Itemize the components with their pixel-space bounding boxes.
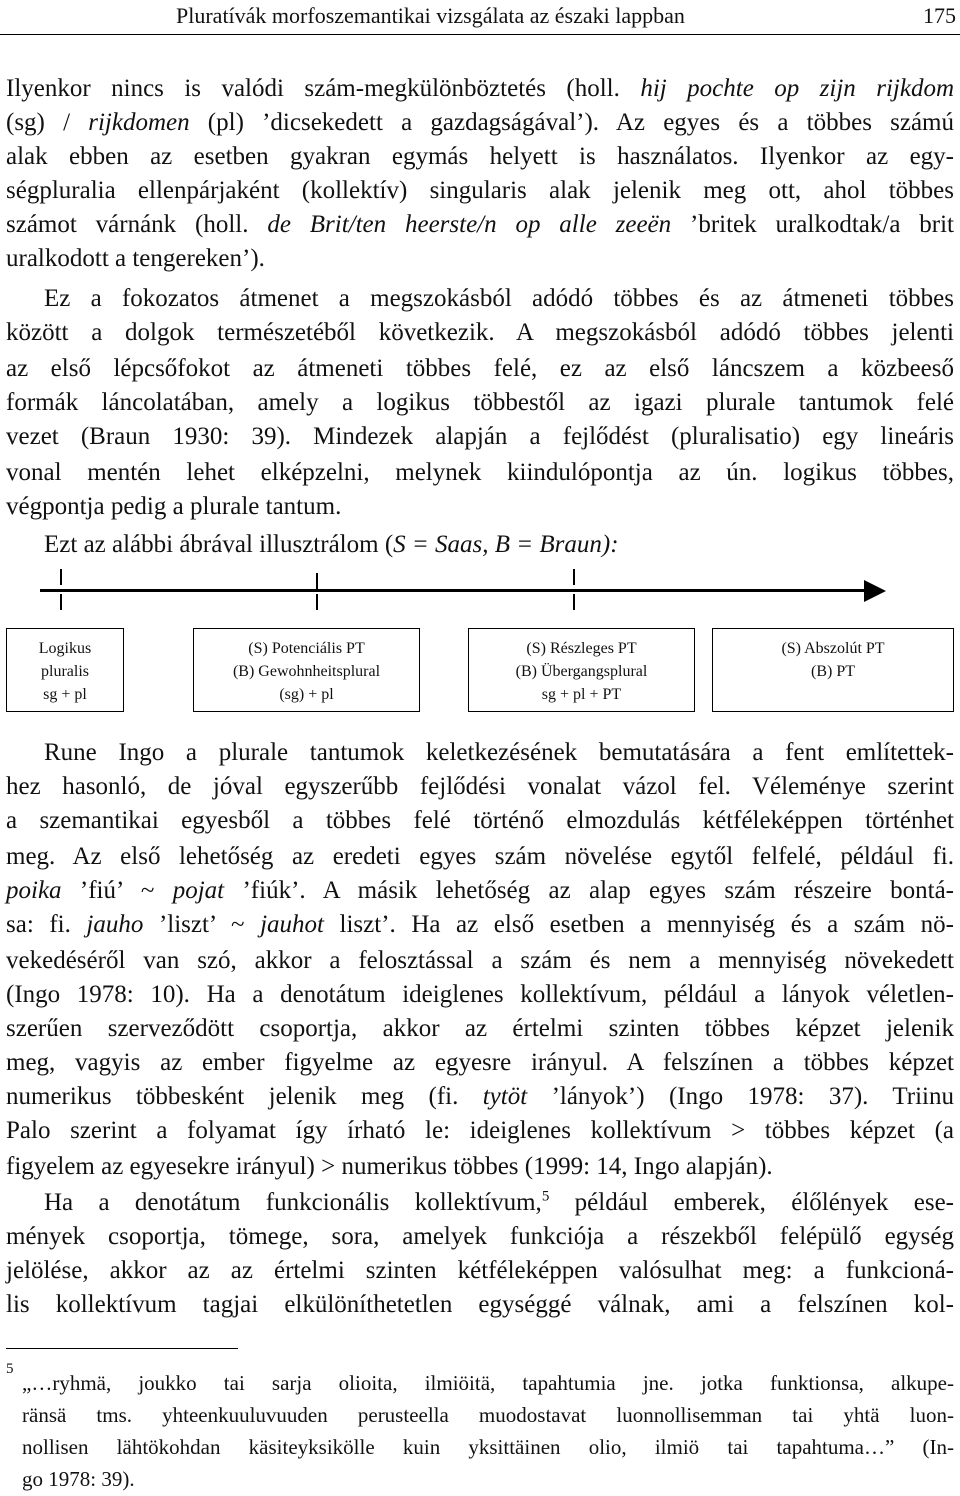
text-line: figyelem az egyesekre irányul) > numerikus többes (1999: 14, Ingo alapján).: [6, 1153, 773, 1180]
text-line: Ez a fokozatos átmenet a megszokásból adódó többes és az átmeneti többes: [44, 285, 954, 312]
stage-box-potential-pt: (S) Potenciális PT (B) Gewohnheitsplural (sg) + pl: [193, 628, 420, 712]
text-line: uralkodott a tengereken’).: [6, 245, 265, 272]
running-header: [0, 0, 960, 35]
text-line: Ha a denotátum funkcionális kollektívum,$^5$ például emberek, élőlények ese-: [44, 1188, 954, 1216]
text-line: vekedéséről van szó, akkor a felosztással a szám és nem a mennyiség növekedett: [6, 947, 954, 974]
tick-mark: [60, 569, 62, 585]
text-line: vonal mentén lehet elképzelni, melynek kiindulópontja az ún. logikus többes,: [6, 459, 954, 486]
tick-mark: [316, 573, 318, 589]
footnote-rule: [6, 1348, 238, 1349]
tick-mark: [316, 594, 318, 610]
running-title: Pluratívák morfoszemantikai vizsgálata az északi lappban: [176, 3, 685, 28]
timeline-arrow-line: [40, 589, 866, 592]
text-line: Palo szerint a folyamat így írható le: ideiglenes kollektívum > többes képzet (a: [6, 1117, 954, 1144]
tick-mark: [573, 594, 575, 610]
stage-box-absolute-pt: (S) Abszolút PT (B) PT: [712, 628, 954, 712]
text-line: mények csoportja, tömege, sora, amelyek funkciója a részekből felépülő egység: [6, 1223, 954, 1250]
text-line: hez hasonló, de jóval egyszerűbb fejlődési vonalat vázol fel. Véleménye szerint: [6, 773, 954, 800]
footnote-ref[interactable]: 5: [541, 1188, 550, 1205]
stage-box-partial-pt: (S) Részleges PT (B) Übergangsplural sg + pl + PT: [468, 628, 695, 712]
tick-mark: [573, 569, 575, 585]
text-line: lis kollektívum tagjai elkülöníthetetlen egységgé válnak, ami a felszínen kol-: [6, 1291, 954, 1318]
footnote-line: ränsä tms. yhteenkuuluvuuden perusteella muodostavat luonnollisemman tai yhtä luon-: [22, 1403, 954, 1427]
text-line: (sg) / rijkdomen (pl) ’dicsekedett a gazdagságával’). Az egyes és a többes számú: [6, 109, 955, 136]
footnote-line: go 1978: 39).: [22, 1467, 135, 1491]
page-number: 175: [923, 3, 956, 28]
text-line: Ilyenkor nincs is valódi szám-megkülönböztetés (holl. hij pochte op zijn rijkdom: [6, 75, 955, 102]
text-line: az első lépcsőfokot az átmeneti többes felé, ez az első láncszem a közbeeső: [6, 355, 954, 382]
text-line: numerikus többesként jelenik meg (fi. tytöt ’lányok’) (Ingo 1978: 37). Triinu: [6, 1083, 954, 1110]
text-line: szerűen szerveződött csoportja, akkor az értelmi szinten többes képzet jelenik: [6, 1015, 954, 1042]
text-line: (Ingo 1978: 10). Ha a denotátum ideiglenes kollektívum, például a lányok véletlen-: [6, 981, 954, 1008]
text-line: a szemantikai egyesből a többes felé történő elmozdulás kétféleképpen történhet: [6, 807, 954, 834]
tick-mark: [60, 594, 62, 610]
text-line: alak ebben az esetben gyakran egymás helyett is használatos. Ilyenkor az egy-: [6, 143, 954, 170]
text-line: végpontja pedig a plurale tantum.: [6, 493, 342, 520]
text-line: meg. Az első lehetőség az eredeti egyes szám növelése egytől felfelé, például fi.: [6, 843, 954, 870]
text-line: Rune Ingo a plurale tantumok keletkezésének bemutatására a fent említettek-: [44, 739, 954, 766]
text-line: ségpluralia ellenpárjaként (kollektív) singularis alak jelenik meg ott, ahol többes: [6, 177, 954, 204]
text-line: számot várnánk (holl. de Brit/ten heerste/n op alle zeeën ’britek uralkodtak/a brit: [6, 211, 954, 238]
footnote-number: 5: [6, 1361, 14, 1377]
timeline-arrow-head: [864, 580, 886, 602]
stage-box-logical-plural: Logikus pluralis sg + pl: [6, 628, 124, 712]
text-line: formák láncolatában, amely a logikus többestől az igazi plurale tantumok felé: [6, 389, 954, 416]
text-line: jelölése, akkor az az értelmi szinten kétféleképpen valósulhat meg: a funkcioná-: [6, 1257, 954, 1284]
text-line: között a dolgok természetéből következik. A megszokásból adódó többes jelenti: [6, 319, 954, 346]
footnote-line: „…ryhmä, joukko tai sarja olioita, ilmiöitä, tapahtumia jne. jotka funktionsa, alkupe-: [22, 1371, 954, 1395]
text-line: vezet (Braun 1930: 39). Mindezek alapján a fejlődést (pluralisatio) egy lineáris: [6, 423, 954, 450]
footnote-line: nollisen lähtökohdan käsiteyksikölle kuin yksittäinen olio, ilmiö tai tapahtuma…” (In-: [22, 1435, 954, 1459]
text-line: Ezt az alábbi ábrával illusztrálom (S = Saas, B = Braun):: [44, 531, 619, 558]
text-line: poika ’fiú’ ~ pojat ’fiúk’. A másik lehetőség az alap egyes szám részeire bontá-: [6, 877, 954, 904]
text-line: meg, vagyis az ember figyelme az egyesre irányul. A felszínen a többes képzet: [6, 1049, 954, 1076]
text-line: sa: fi. jauho ’liszt’ ~ jauhot liszt’. Ha az első esetben a mennyiség és a szám nö-: [6, 911, 955, 938]
